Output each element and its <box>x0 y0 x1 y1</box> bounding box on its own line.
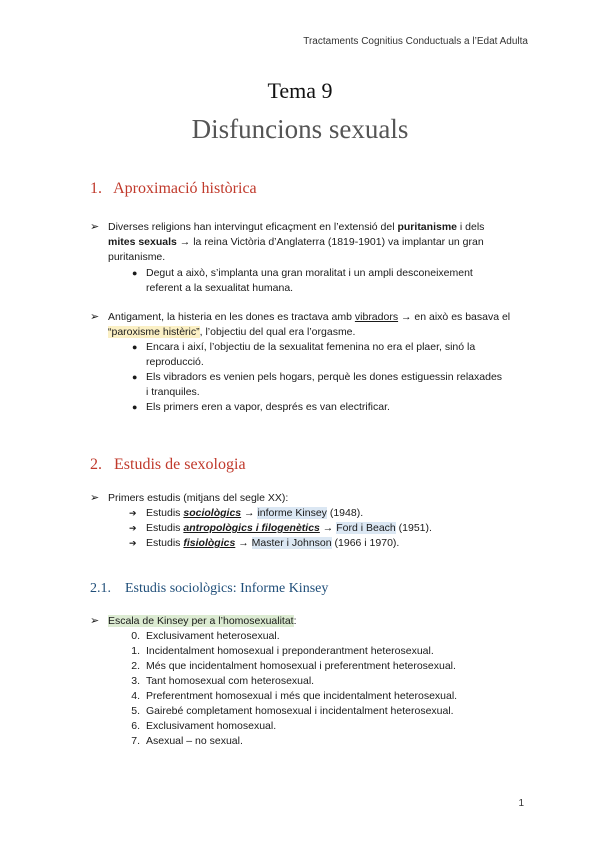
arrow-bullet-icon: ➢ <box>90 311 100 323</box>
arrow-right-icon: ➔ <box>129 538 137 548</box>
topic-number: Tema 9 <box>267 78 333 103</box>
dot-bullet-icon: ● <box>132 372 138 382</box>
bullet-first-studies: ➢ Primers estudis (mitjans del segle XX): <box>90 492 289 504</box>
study-item: ➔ Estudis antropològics i filogenètics → Ford i Beach (1951). <box>129 522 432 534</box>
bullet-puritanism: ➢ Diverses religions han intervingut eficaçment en l’extensió del puritanisme i dels mites sexuals → la reina Victòria d’Anglaterra (1819-1901) va implantar un gran puritanisme. <box>90 221 485 263</box>
kinsey-item: 5. Gairebé completament homosexual i incidentalment heterosexual. <box>131 705 454 717</box>
study-item: ➔ Estudis fisiològics → Master i Johnson (1966 i 1970). <box>129 537 400 549</box>
bullet-kinsey-scale: ➢ Escala de Kinsey per a l’homosexualitat: <box>90 615 297 627</box>
arrow-bullet-icon: ➢ <box>90 615 100 627</box>
arrow-bullet-icon: ➢ <box>90 221 100 233</box>
section-2-1-heading <box>90 581 328 597</box>
kinsey-item: 7. Asexual – no sexual. <box>131 735 243 747</box>
section-1-heading <box>90 180 257 198</box>
kinsey-item: 2. Més que incidentalment homosexual i preferentment heterosexual. <box>131 660 456 672</box>
arrow-bullet-icon: ➢ <box>90 492 100 504</box>
dot-bullet-icon: ● <box>132 342 138 352</box>
section-1-title: Aproximació històrica <box>113 180 257 197</box>
page-title: Disfuncions sexuals <box>191 114 409 144</box>
study-item: ➔ Estudis sociològics → informe Kinsey (1948). <box>129 507 364 519</box>
section-2-number: 2. <box>90 456 102 473</box>
dot-bullet-icon: ● <box>132 402 138 412</box>
sub-bullet-morality: ● Degut a això, s’implanta una gran moralitat i un ampli desconeixement referent a la sexualitat humana. <box>132 267 473 294</box>
sub-bullet-reproduction: ● Encara i així, l’objectiu de la sexualitat femenina no era el plaer, sinó la reproducció. <box>132 341 476 368</box>
kinsey-item: 3. Tant homosexual com heterosexual. <box>131 675 315 687</box>
bullet-hysteria: ➢ Antigament, la histeria en les dones es tractava amb vibradors → en això es basava el “paroxisme histèric”, l’objectiu del qual era l’orgasme. <box>90 311 511 338</box>
dot-bullet-icon: ● <box>132 268 138 278</box>
kinsey-item: 0. Exclusivament heterosexual. <box>131 630 280 642</box>
kinsey-item: 1. Incidentalment homosexual i preponderantment heterosexual. <box>131 645 434 657</box>
sub-bullet-steam: ● Els primers eren a vapor, després es van electrificar. <box>132 401 390 413</box>
section-2-title: Estudis de sexologia <box>114 456 246 473</box>
kinsey-item: 4. Preferentment homosexual i més que incidentalment heterosexual. <box>131 690 458 702</box>
arrow-right-icon: ➔ <box>129 523 137 533</box>
kinsey-item: 6. Exclusivament homosexual. <box>131 720 277 732</box>
sub-bullet-vibrators: ● Els vibradors es venien pels hogars, perquè les dones estiguessin relaxades i tranquiles. <box>132 371 503 398</box>
section-2-1-title: Estudis sociològics: Informe Kinsey <box>125 581 329 596</box>
arrow-right-icon: ➔ <box>129 508 137 518</box>
section-1-number: 1. <box>90 180 102 197</box>
page-number: 1 <box>518 798 524 809</box>
running-header: Tractaments Cognitius Conductuals a l’Edat Adulta <box>303 36 528 47</box>
section-2-heading <box>90 456 246 474</box>
section-2-1-number: 2.1. <box>90 581 111 596</box>
